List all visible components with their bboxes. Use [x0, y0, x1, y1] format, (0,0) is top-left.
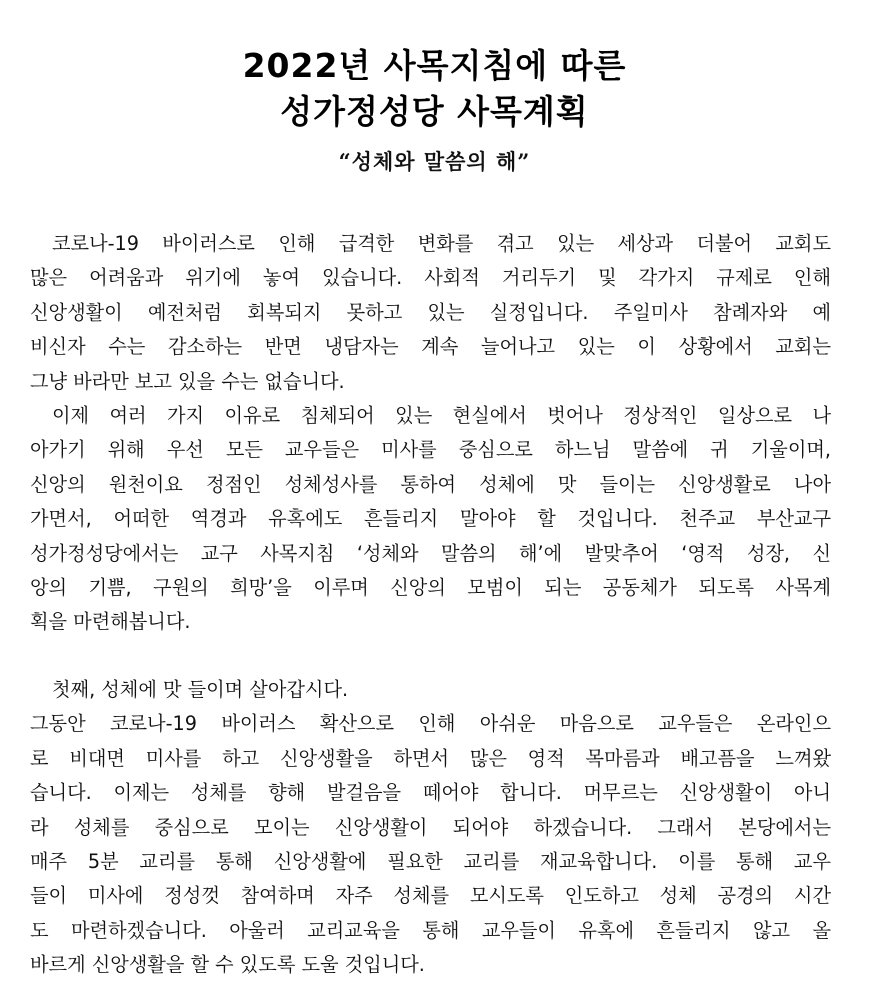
paragraph-line: 이제 여러 가지 이유로 침체되어 있는 현실에서 벗어나 정상적인 일상으로 나	[52, 404, 831, 427]
paragraph-line: 코로나-19 바이러스로 인해 급격한 변화를 겪고 있는 세상과 더불어 교회도	[52, 232, 831, 255]
paragraph-line: 획을 마련해봅니다.	[30, 610, 191, 634]
paragraph-line: 습니다. 이제는 성체를 향해 발걸음을 떼어야 합니다. 머무르는 신앙생활이 아니	[30, 781, 831, 805]
paragraph-line: 매주 5분 교리를 통해 신앙생활에 필요한 교리를 재교육합니다. 이를 통해 교우	[30, 849, 831, 873]
paragraph-line: 앙의 기쁨, 구원의 희망’을 이루며 신앙의 모범이 되는 공동체가 되도록 사목계	[30, 575, 831, 599]
paragraph-line: 가면서, 어떠한 역경과 유혹에도 흔들리지 말아야 할 것입니다. 천주교 부산교구	[30, 507, 831, 531]
paragraph-plan-purpose	[30, 399, 831, 640]
section-heading: 첫째, 성체에 맛 들이며 살아갑시다.	[52, 678, 349, 701]
paragraph-line: 비신자 수는 감소하는 반면 냉담자는 계속 늘어나고 있는 이 상황에서 교회는	[30, 335, 831, 359]
document-title-line-2: 성가정성당 사목계획	[280, 92, 589, 131]
paragraph-line: 바르게 신앙생활을 할 수 있도록 도울 것입니다.	[30, 953, 425, 977]
paragraph-line: 성가정성당에서는 교구 사목지침 ‘성체와 말씀의 해’에 발맞추어 ‘영적 성장, 신	[30, 541, 831, 565]
section-first-eucharist	[30, 673, 831, 983]
document-title-line-1: 2022년 사목지침에 따른	[242, 46, 627, 85]
paragraph-line: 로 비대면 미사를 하고 신앙생활을 하면서 많은 영적 목마름과 배고픔을 느껴왔	[30, 746, 831, 770]
paragraph-line: 도 마련하겠습니다. 아울러 교리교육을 통해 교우들이 유혹에 흔들리지 않고 올	[30, 918, 831, 942]
paragraph-line: 그동안 코로나-19 바이러스 확산으로 인해 아쉬운 마음으로 교우들은 온라인으	[30, 712, 831, 736]
paragraph-introduction	[30, 227, 831, 399]
paragraph-line: 들이 미사에 정성껏 참여하며 자주 성체를 모시도록 인도하고 성체 공경의 시간	[30, 884, 831, 908]
paragraph-line: 신앙생활이 예전처럼 회복되지 못하고 있는 실정입니다. 주일미사 참례자와 예	[30, 300, 831, 324]
paragraph-line: 아가기 위해 우선 모든 교우들은 미사를 중심으로 하느님 말씀에 귀 기울이며,	[30, 438, 831, 462]
document-subtitle: “성체와 말씀의 해”	[338, 149, 531, 174]
paragraph-line: 라 성체를 중심으로 모이는 신앙생활이 되어야 하겠습니다. 그래서 본당에서는	[30, 815, 831, 839]
paragraph-line: 신앙의 원천이요 정점인 성체성사를 통하여 성체에 맛 들이는 신앙생활로 나아	[30, 472, 831, 496]
paragraph-line: 많은 어려움과 위기에 놓여 있습니다. 사회적 거리두기 및 각가지 규제로 인해	[30, 266, 831, 290]
paragraph-line: 그냥 바라만 보고 있을 수는 없습니다.	[30, 369, 345, 393]
